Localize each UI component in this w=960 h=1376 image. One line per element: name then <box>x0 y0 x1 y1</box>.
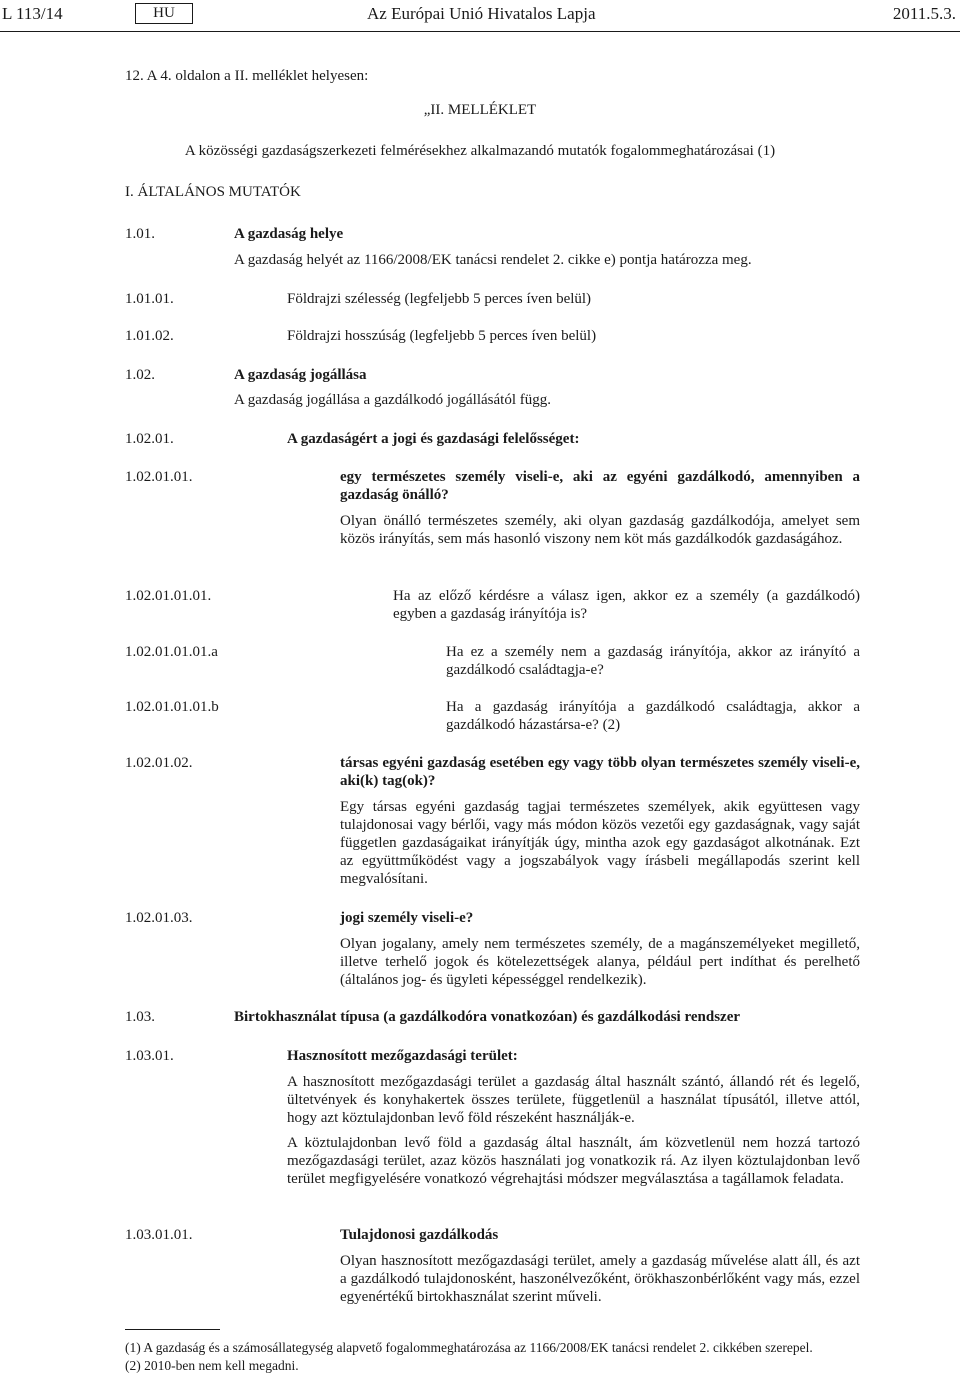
item-text: A hasznosított mezőgazdasági terület a gazdaság által használt szántó, állandó rét és legelő, ültetvények és konyhakertek összes területe, függetlenül a használat típusától, illetve attól, hogy azt köztulajdonban levő föld részeként használják-e. <box>287 1074 860 1126</box>
item-number: 1.02. <box>125 367 155 383</box>
item-text: Egy társas egyéni gazdaság tagjai természetes személyek, akik együttesen vagy tulajdonosai vagy bérlői, vagy más módon közös vezetői egy gazdaságnak, vagy saját független gazdaságaikat irányítják úgy, mintha azok egy gazdaságot alkotnának. Ezt az együttműködést vagy a jogszabályok vagy írásbeli megállapodás szerint kell megvalósítani. <box>340 799 860 887</box>
footnote-ref-2[interactable]: (2) <box>602 717 621 733</box>
item-number: 1.02.01.03. <box>125 910 193 926</box>
item-number: 1.01.02. <box>125 328 174 344</box>
item-number: 1.03. <box>125 1009 155 1025</box>
item-title: egy természetes személy viseli-e, aki az egyéni gazdálkodó, amennyiben a gazdaság önálló? <box>340 469 860 503</box>
footnote-ref-1[interactable]: (1) <box>757 143 776 159</box>
item-text: A gazdaság helyét az 1166/2008/EK tanácsi rendelet 2. cikke e) pontja határozza meg. <box>234 252 752 268</box>
item-title: társas egyéni gazdaság esetében egy vagy több olyan természetes személy viseli-e, aki(k) tag(ok)? <box>340 755 860 789</box>
footnote-2 <box>125 1357 299 1375</box>
item-text-body: Ha a gazdaság irányítója a gazdálkodó családtagja, akkor a gazdálkodó házastársa-e? <box>446 699 860 733</box>
item-number: 1.02.01.01.01. <box>125 588 212 604</box>
item-number: 1.02.01. <box>125 431 174 447</box>
footnote-1 <box>125 1339 860 1357</box>
page-reference: L 113/14 <box>2 4 63 23</box>
item-number: 1.02.01.02. <box>125 755 193 771</box>
item-text: Olyan önálló természetes személy, aki olyan gazdaság gazdálkodója, amelyet sem közös irányítás, sem más hasonló viszony nem köt más gazdálkodók gazdaságához. <box>340 513 860 547</box>
footnote-text: 2010-ben nem kell megadni. <box>144 1358 299 1373</box>
item-number: 1.02.01.01.01.b <box>125 699 219 715</box>
item-title: A gazdaságért a jogi és gazdasági felelősséget: <box>287 431 580 447</box>
item-text: Földrajzi hosszúság (legfeljebb 5 perces íven belül) <box>287 328 597 344</box>
item-text: Ha az előző kérdésre a válasz igen, akkor ez a személy (a gazdálkodó) egyben a gazdaság irányítója is? <box>393 588 860 622</box>
footnote-rule <box>125 1329 220 1330</box>
language-code-box: HU <box>135 3 193 24</box>
correction-line: 12. A 4. oldalon a II. melléklet helyesen: <box>125 68 369 84</box>
item-title: A gazdaság jogállása <box>234 367 367 383</box>
item-text: Olyan hasznosított mezőgazdasági terület, amely a gazdaság művelése alatt áll, és azt a gazdálkodó tulajdonosként, haszonélvezőként, örökhaszonbérlőként vagy más, ezzel egyenértékű birtokhasználat szerint műveli. <box>340 1253 860 1305</box>
item-number: 1.01.01. <box>125 291 174 307</box>
item-title: Birtokhasználat típusa (a gazdálkodóra vonatkozóan) és gazdálkodási rendszer <box>234 1009 741 1025</box>
item-title: Hasznosított mezőgazdasági terület: <box>287 1048 518 1064</box>
item-text: Ha ez a személy nem a gazdaság irányítója, akkor az irányító a gazdálkodó családtagja-e? <box>446 644 860 678</box>
item-number: 1.03.01. <box>125 1048 174 1064</box>
item-number: 1.01. <box>125 226 155 242</box>
footnote-mark: (2) <box>125 1358 141 1373</box>
annex-title: „II. MELLÉKLET <box>423 102 537 118</box>
main-title <box>0 142 960 160</box>
item-number: 1.02.01.01.01.a <box>125 644 218 660</box>
publication-date: 2011.5.3. <box>892 4 956 23</box>
main-title-text: A közösségi gazdaságszerkezeti felmérésekhez alkalmazandó mutatók fogalommeghatározásai <box>184 143 754 159</box>
header-rule <box>0 31 960 32</box>
item-title: jogi személy viseli-e? <box>340 910 474 926</box>
journal-title: Az Európai Unió Hivatalos Lapja <box>367 4 596 23</box>
footnote-text: A gazdaság és a számosállategység alapvető fogalommeghatározása az 1166/2008/EK tanácsi rendelet 2. cikkében szerepel. <box>143 1340 813 1355</box>
item-text <box>446 698 860 734</box>
item-text: Olyan jogalany, amely nem természetes személy, de a magánszemélyeket megillető, illetve terhelő jogok és kötelezettségek alanya, például pert indíthat és perelhető (általános jog- és ügyleti képességgel rendelkezik). <box>340 936 860 988</box>
item-number: 1.02.01.01. <box>125 469 193 485</box>
item-text: A köztulajdonban levő föld a gazdaság által használt, ám közvetlenül nem hozzá tartozó mezőgazdasági terület, azaz közös használati jog vonatkozik rá. Az ilyen köztulajdonban levő terület megfigyelésére vonatkozó végrehajtási módszer megválasztása a tagállamok feladata. <box>287 1135 860 1187</box>
item-text: Földrajzi szélesség (legfeljebb 5 perces íven belül) <box>287 291 592 307</box>
section-heading: I. ÁLTALÁNOS MUTATÓK <box>125 184 301 200</box>
item-text: A gazdaság jogállása a gazdálkodó jogállásától függ. <box>234 392 551 408</box>
item-title: Tulajdonosi gazdálkodás <box>340 1227 499 1243</box>
footnote-mark: (1) <box>125 1340 141 1355</box>
item-title: A gazdaság helye <box>234 226 344 242</box>
item-number: 1.03.01.01. <box>125 1227 193 1243</box>
